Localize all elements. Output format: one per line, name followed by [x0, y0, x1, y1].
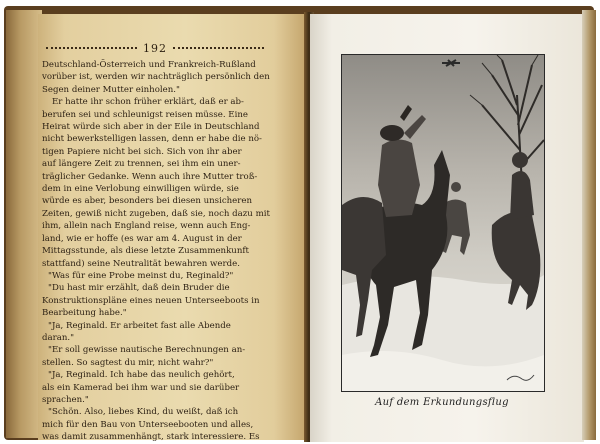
header-rule-left [46, 47, 137, 49]
book-edge-right [582, 10, 596, 440]
text-line: mich für den Bau von Unterseebooten und alles, [42, 419, 254, 430]
page-header [40, 40, 270, 56]
text-line: "Du hast mir erzählt, daß dein Bruder die [48, 283, 230, 294]
header-rule-right [173, 47, 264, 49]
text-line: stattfand) seine Neutralität bewahren werde. [42, 258, 240, 269]
illustration-plate [341, 54, 545, 392]
text-line: "Ja, Reginald. Ich habe das neulich gehört, [48, 370, 235, 381]
text-line: Mittagsstunde, als diese letzte Zusammenkunft [42, 246, 250, 257]
text-line: auf längere Zeit zu trennen, sei ihm ein uner- [42, 159, 241, 170]
text-line: dem in eine Verlobung einwilligen würde, sie [42, 184, 239, 195]
text-line: "Er soll gewisse nautische Berechnungen an- [48, 345, 246, 356]
text-line: Er hatte ihr schon früher erklärt, daß er ab- [52, 97, 244, 108]
illustration-caption: Auf dem Erkundungsflug [375, 397, 509, 408]
page-number: 192 [143, 41, 167, 55]
text-line: "Schön. Also, liebes Kind, du weißt, daß ich [48, 407, 239, 418]
text-line: nicht bewerkstelligen lassen, denn er habe die nö- [42, 134, 262, 145]
text-line: "Was für eine Probe meinst du, Reginald?" [48, 270, 234, 281]
text-line: Bearbeitung habe." [42, 308, 127, 319]
text-line: berufen sei und schleunigst reisen müsse. Eine [42, 109, 248, 120]
text-line: träglicher Gedanke. Wenn auch ihre Mutter troß- [42, 171, 258, 182]
book-edge-left [6, 10, 42, 438]
text-line: ihm, allein nach England reise, wenn auch Eng- [42, 221, 251, 232]
text-line: vorüber ist, werden wir nachträglich persönlich den [42, 72, 270, 83]
page-text [42, 59, 274, 444]
text-line: tigen Papiere nicht bei sich. Sich von ihr aber [42, 146, 242, 157]
text-line: Heirat würde sich aber in der Eile in Deutschland [42, 122, 260, 133]
text-line: als ein Kamerad bei ihm war und sie darüber [42, 382, 240, 393]
cavalry-illustration [342, 55, 544, 391]
text-line: stellen. So sagtest du mir, nicht wahr?" [42, 357, 214, 368]
text-line: Zeiten, gewiß nicht zugeben, daß sie, noch dazu mit [42, 208, 270, 219]
text-line: land, wie er hoffe (es war am 4. August in der [42, 233, 242, 244]
text-line: Konstruktionspläne eines neuen Unterseeboots in [42, 295, 260, 306]
text-line: Segen deiner Mutter einholen." [42, 84, 180, 95]
text-line: daran." [42, 332, 75, 343]
text-line: "Ja, Reginald. Er arbeitet fast alle Abende [48, 320, 231, 331]
text-line: Deutschland-Österreich und Frankreich-Rußland [42, 60, 256, 70]
text-line: sprachen." [42, 394, 89, 405]
text-line: würde es aber, besonders bei diesen unsicheren [42, 196, 252, 207]
text-line: was damit zusammenhängt, stark interessiere. Es [42, 432, 260, 443]
